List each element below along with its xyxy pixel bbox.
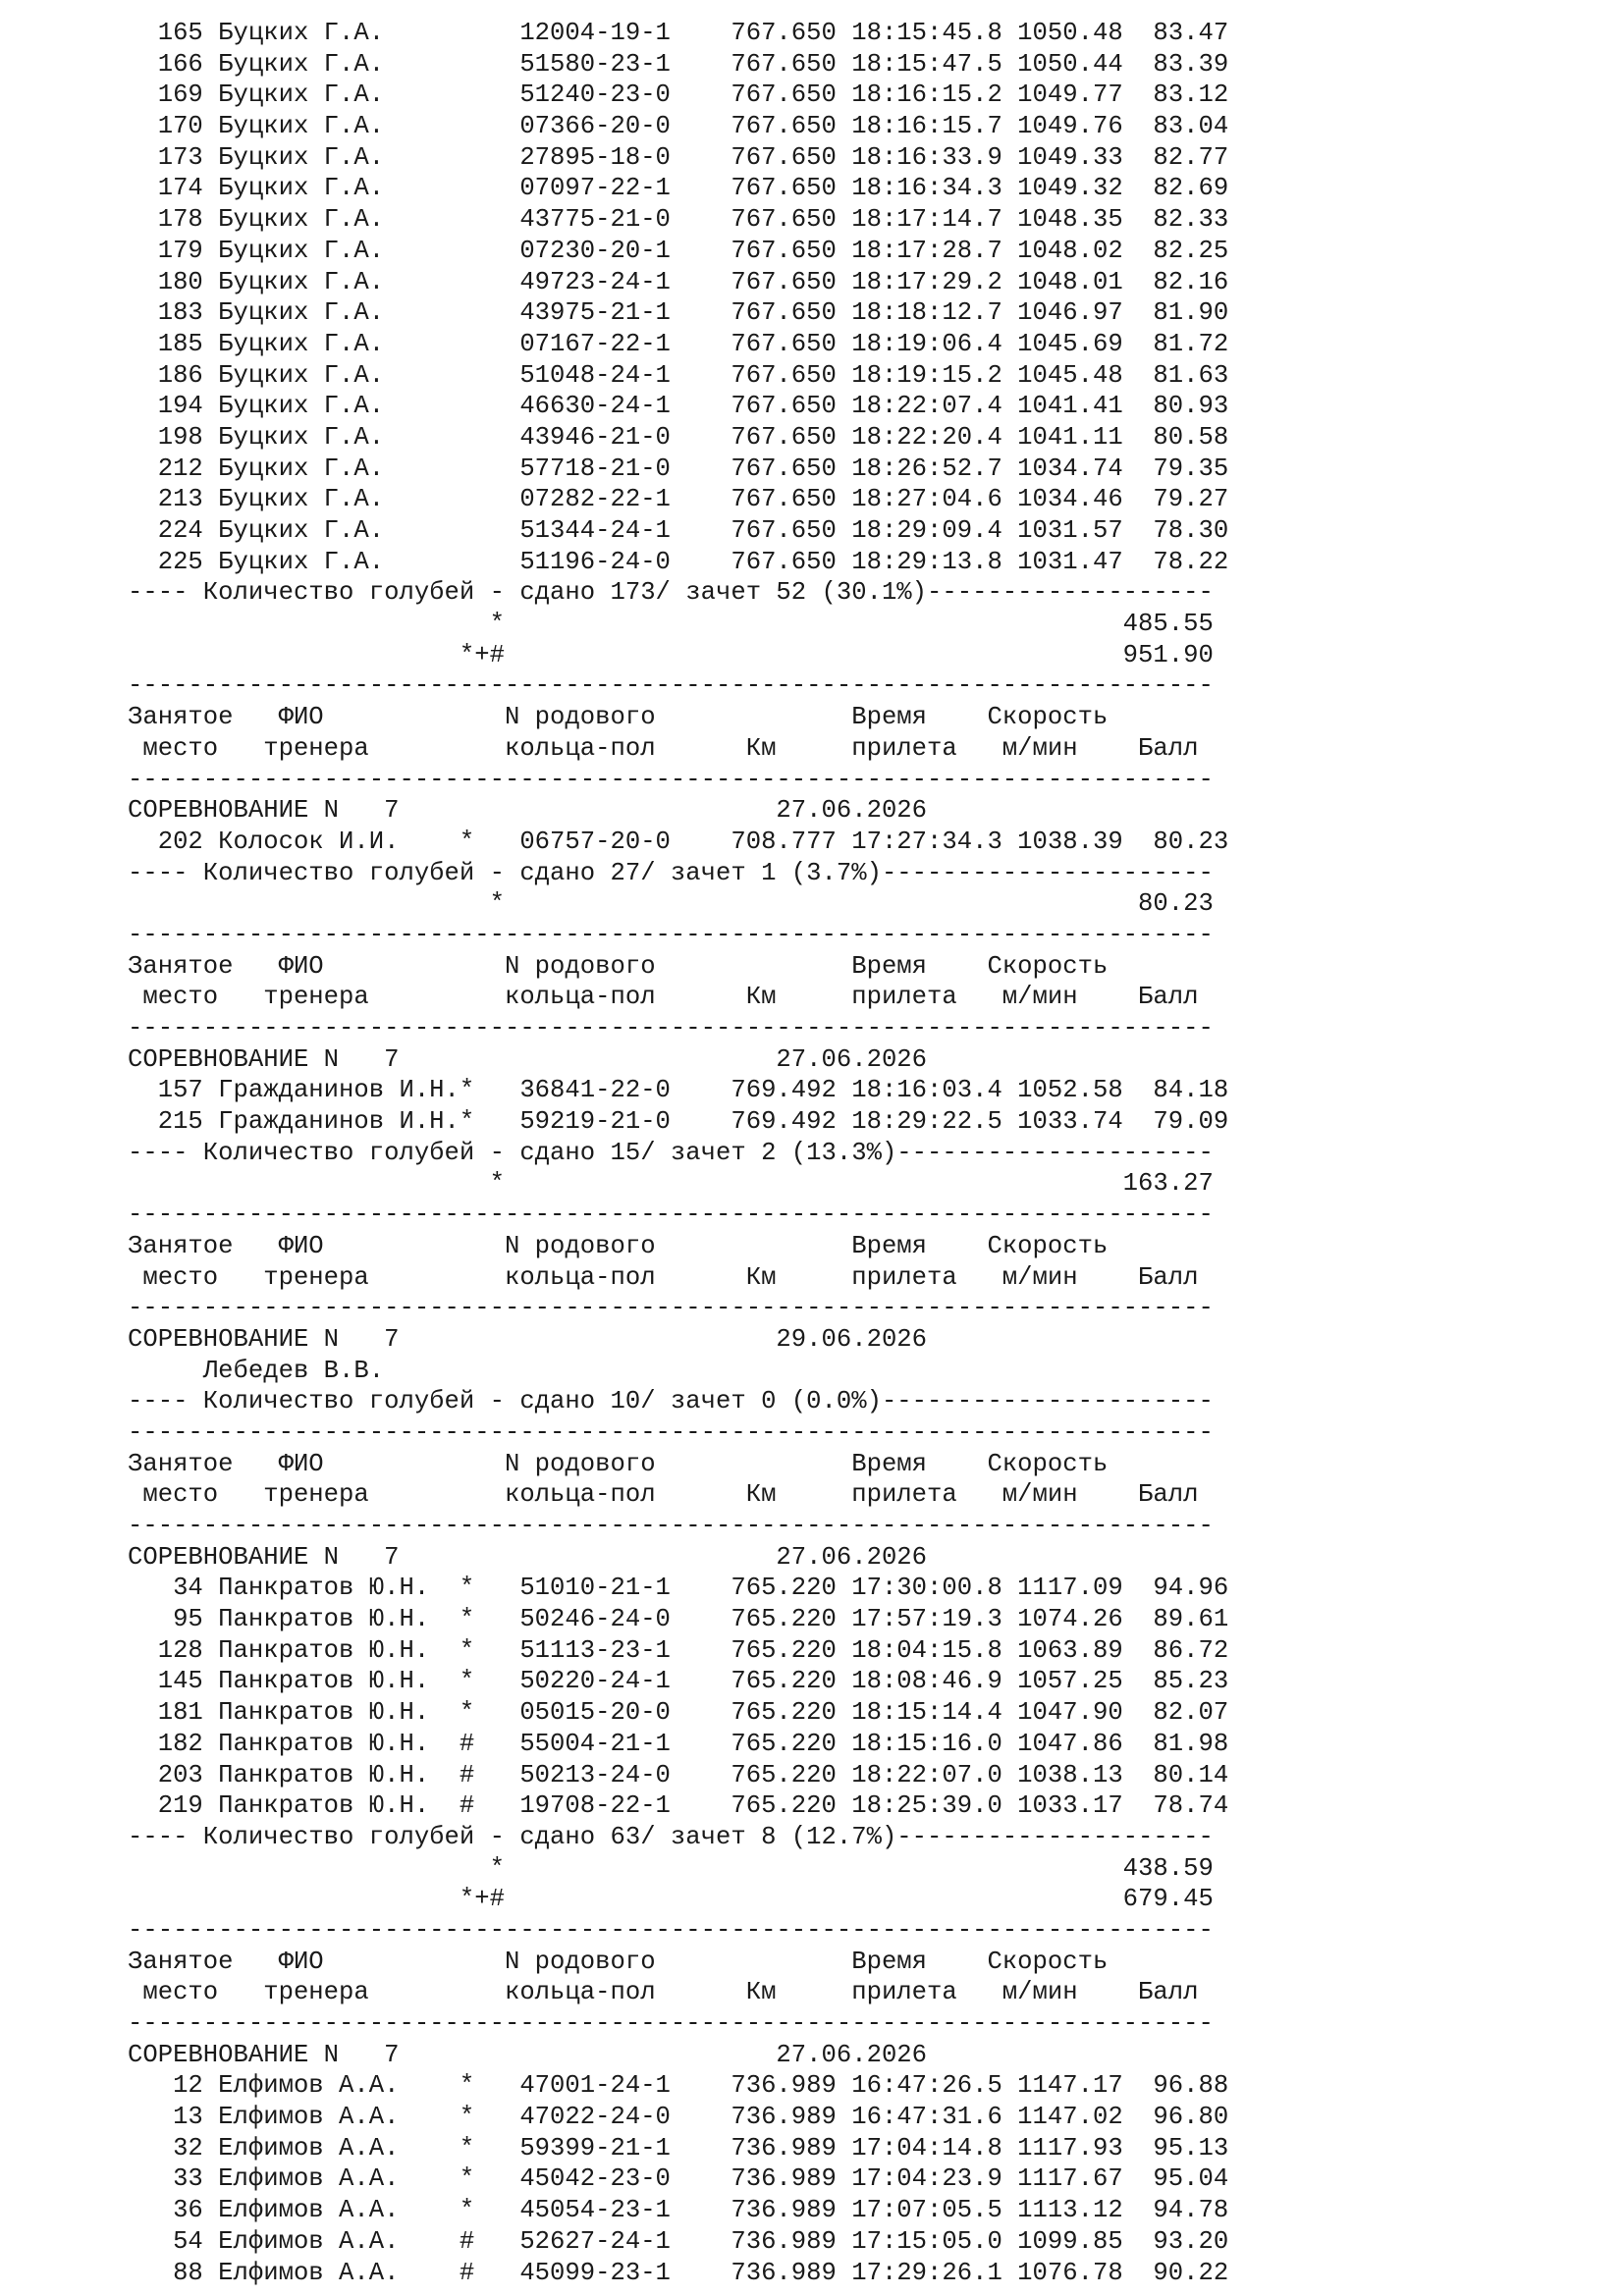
report-line: * 485.55 xyxy=(128,610,1214,639)
report-line: ------------------------------------------------------------------------ xyxy=(128,2009,1214,2038)
report-line: 54 Елфимов А.А. # 52627-24-1 736.989 17:15:05.0 1099.85 93.20 xyxy=(128,2226,1229,2256)
report-line: ---- Количество голубей - сдано 173/ зачет 52 (30.1%)------------------- xyxy=(128,578,1214,608)
report-line: 34 Панкратов Ю.Н. * 51010-21-1 765.220 17:30:00.8 1117.09 94.96 xyxy=(128,1574,1229,1603)
report-line: * 163.27 xyxy=(128,1169,1214,1199)
report-line: Занятое ФИО N родового Время Скорость xyxy=(128,951,1109,981)
report-line: 182 Панкратов Ю.Н. # 55004-21-1 765.220 18:15:16.0 1047.86 81.98 xyxy=(128,1729,1229,1758)
report-line: место тренера кольца-пол Км прилета м/мин Балл xyxy=(128,1480,1199,1510)
report-line: 225 Буцких Г.А. 51196-24-0 767.650 18:29:13.8 1031.47 78.22 xyxy=(128,547,1229,576)
report-line: 32 Елфимов А.А. * 59399-21-1 736.989 17:04:14.8 1117.93 95.13 xyxy=(128,2133,1229,2163)
report-line: ------------------------------------------------------------------------ xyxy=(128,1915,1214,1945)
report-line: 174 Буцких Г.А. 07097-22-1 767.650 18:16:34.3 1049.32 82.69 xyxy=(128,174,1229,203)
report-line: *+# 679.45 xyxy=(128,1885,1214,1914)
report-line: место тренера кольца-пол Км прилета м/мин Балл xyxy=(128,1978,1199,2007)
report-line: место тренера кольца-пол Км прилета м/мин Балл xyxy=(128,983,1199,1012)
report-line: СОРЕВНОВАНИЕ N 7 29.06.2026 xyxy=(128,1324,928,1354)
report-line: Занятое ФИО N родового Время Скорость xyxy=(128,1947,1109,1976)
report-line: 95 Панкратов Ю.Н. * 50246-24-0 765.220 17:57:19.3 1074.26 89.61 xyxy=(128,1605,1229,1634)
report-line: ---- Количество голубей - сдано 63/ зачет 8 (12.7%)--------------------- xyxy=(128,1822,1214,1851)
report-line: Занятое ФИО N родового Время Скорость xyxy=(128,703,1109,732)
report-line: СОРЕВНОВАНИЕ N 7 27.06.2026 xyxy=(128,796,928,826)
report-line: 88 Елфимов А.А. # 45099-23-1 736.989 17:29:26.1 1076.78 90.22 xyxy=(128,2258,1229,2287)
report-line: Лебедев В.В. xyxy=(128,1356,385,1385)
report-line: ------------------------------------------------------------------------ xyxy=(128,1014,1214,1042)
report-line: 157 Гражданинов И.Н.* 36841-22-0 769.492 18:16:03.4 1052.58 84.18 xyxy=(128,1076,1229,1105)
report-line: 13 Елфимов А.А. * 47022-24-0 736.989 16:47:31.6 1147.02 96.80 xyxy=(128,2103,1229,2132)
report-line: * 438.59 xyxy=(128,1853,1214,1883)
report-line: 186 Буцких Г.А. 51048-24-1 767.650 18:19:15.2 1045.48 81.63 xyxy=(128,360,1229,390)
report-line: 173 Буцких Г.А. 27895-18-0 767.650 18:16:33.9 1049.33 82.77 xyxy=(128,142,1229,172)
report-line: 181 Панкратов Ю.Н. * 05015-20-0 765.220 18:15:14.4 1047.90 82.07 xyxy=(128,1698,1229,1728)
report-line: 198 Буцких Г.А. 43946-21-0 767.650 18:22:20.4 1041.11 80.58 xyxy=(128,422,1229,452)
report-line: 165 Буцких Г.А. 12004-19-1 767.650 18:15:45.8 1050.48 83.47 xyxy=(128,19,1229,47)
report-line: 194 Буцких Г.А. 46630-24-1 767.650 18:22:07.4 1041.41 80.93 xyxy=(128,392,1229,421)
report-line: 12 Елфимов А.А. * 47001-24-1 736.989 16:47:26.5 1147.17 96.88 xyxy=(128,2071,1229,2101)
report-line: ------------------------------------------------------------------------ xyxy=(128,671,1214,701)
report-line: *+# 951.90 xyxy=(128,640,1214,669)
report-line: 224 Буцких Г.А. 51344-24-1 767.650 18:29:09.4 1031.57 78.30 xyxy=(128,516,1229,545)
report-line: 36 Елфимов А.А. * 45054-23-1 736.989 17:07:05.5 1113.12 94.78 xyxy=(128,2196,1229,2225)
report-line: 183 Буцких Г.А. 43975-21-1 767.650 18:18:12.7 1046.97 81.90 xyxy=(128,298,1229,328)
report-line: место тренера кольца-пол Км прилета м/мин Балл xyxy=(128,1262,1199,1292)
report-line: ------------------------------------------------------------------------ xyxy=(128,1512,1214,1540)
report-line: 203 Панкратов Ю.Н. # 50213-24-0 765.220 18:22:07.0 1038.13 80.14 xyxy=(128,1760,1229,1789)
report-line: СОРЕВНОВАНИЕ N 7 27.06.2026 xyxy=(128,1542,928,1572)
report-line: 179 Буцких Г.А. 07230-20-1 767.650 18:17:28.7 1048.02 82.25 xyxy=(128,236,1229,265)
report-line: Занятое ФИО N родового Время Скорость xyxy=(128,1231,1109,1260)
report-line: СОРЕВНОВАНИЕ N 7 27.06.2026 xyxy=(128,2040,928,2069)
report-line: 33 Елфимов А.А. * 45042-23-0 736.989 17:04:23.9 1117.67 95.04 xyxy=(128,2164,1229,2194)
report-line: 145 Панкратов Ю.Н. * 50220-24-1 765.220 18:08:46.9 1057.25 85.23 xyxy=(128,1667,1229,1696)
report-line: 166 Буцких Г.А. 51580-23-1 767.650 18:15:47.5 1050.44 83.39 xyxy=(128,49,1229,79)
report-line: 219 Панкратов Ю.Н. # 19708-22-1 765.220 18:25:39.0 1033.17 78.74 xyxy=(128,1791,1229,1821)
report-line: ---- Количество голубей - сдано 10/ зачет 0 (0.0%)---------------------- xyxy=(128,1387,1214,1416)
report-line: ------------------------------------------------------------------------ xyxy=(128,920,1214,949)
report-line: 178 Буцких Г.А. 43775-21-0 767.650 18:17:14.7 1048.35 82.33 xyxy=(128,205,1229,235)
report-line: * 80.23 xyxy=(128,889,1214,919)
report-line: ------------------------------------------------------------------------ xyxy=(128,1294,1214,1323)
report-line: 170 Буцких Г.А. 07366-20-0 767.650 18:16:15.7 1049.76 83.04 xyxy=(128,112,1229,141)
report-line: ------------------------------------------------------------------------ xyxy=(128,1201,1214,1230)
report-line: 202 Колосок И.И. * 06757-20-0 708.777 17:27:34.3 1038.39 80.23 xyxy=(128,827,1229,856)
report-line: СОРЕВНОВАНИЕ N 7 27.06.2026 xyxy=(128,1044,928,1074)
report-line: 169 Буцких Г.А. 51240-23-0 767.650 18:16:15.2 1049.77 83.12 xyxy=(128,80,1229,110)
report-line: ---- Количество голубей - сдано 15/ зачет 2 (13.3%)--------------------- xyxy=(128,1138,1214,1167)
report-line: 128 Панкратов Ю.Н. * 51113-23-1 765.220 18:04:15.8 1063.89 86.72 xyxy=(128,1635,1229,1665)
report-line: Занятое ФИО N родового Время Скорость xyxy=(128,1449,1109,1478)
report-line: 215 Гражданинов И.Н.* 59219-21-0 769.492 18:29:22.5 1033.74 79.09 xyxy=(128,1107,1229,1137)
report-line: ---- Количество голубей - сдано 27/ зачет 1 (3.7%)---------------------- xyxy=(128,858,1214,887)
report-line: 180 Буцких Г.А. 49723-24-1 767.650 18:17:29.2 1048.01 82.16 xyxy=(128,267,1229,296)
report-line: ------------------------------------------------------------------------ xyxy=(128,1417,1214,1447)
report-line: ------------------------------------------------------------------------ xyxy=(128,765,1214,794)
report-line: 212 Буцких Г.А. 57718-21-0 767.650 18:26:52.7 1034.74 79.35 xyxy=(128,454,1229,483)
report-line: 185 Буцких Г.А. 07167-22-1 767.650 18:19:06.4 1045.69 81.72 xyxy=(128,329,1229,358)
report-line: 213 Буцких Г.А. 07282-22-1 767.650 18:27:04.6 1034.46 79.27 xyxy=(128,485,1229,514)
results-report xyxy=(128,18,1228,2288)
report-line: место тренера кольца-пол Км прилета м/мин Балл xyxy=(128,733,1199,763)
